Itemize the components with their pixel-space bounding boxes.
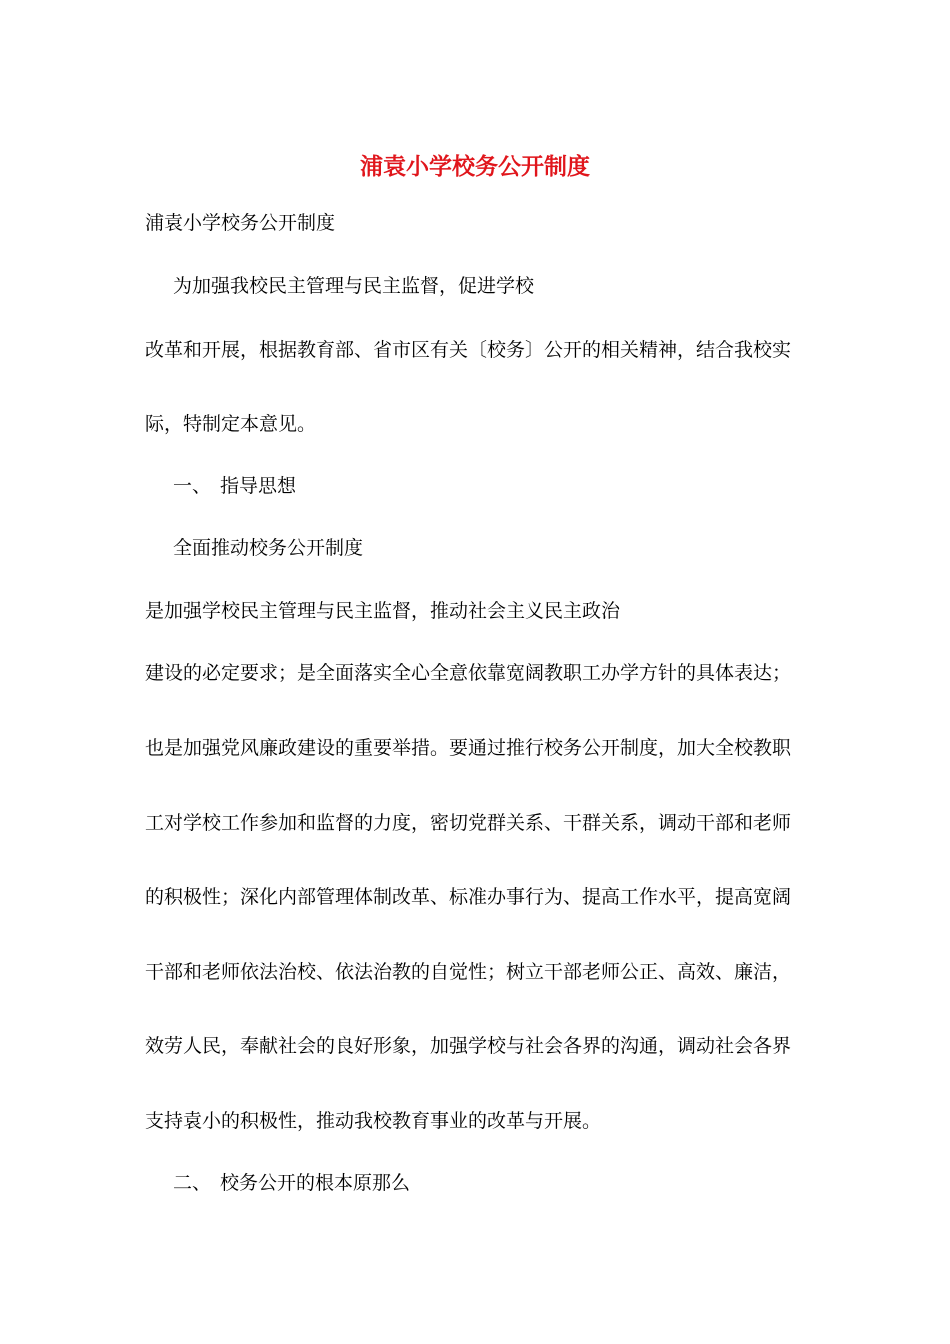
paragraph-line: 支持袁小的积极性，推动我校教育事业的改革与开展。 (145, 1110, 602, 1132)
paragraph-line: 的积极性；深化内部管理体制改革、标准办事行为、提高工作水平，提高宽阔 (145, 886, 792, 908)
section-heading-2 (173, 1170, 410, 1196)
paragraph-line: 工对学校工作参加和监督的力度，密切党群关系、干群关系，调动干部和老师 (145, 812, 792, 834)
section-heading-text: 校务公开的根本原那么 (220, 1172, 411, 1194)
section-heading-1 (173, 473, 296, 499)
paragraph-line: 干部和老师依法治校、依法治教的自觉性；树立干部老师公正、高效、廉洁， (145, 961, 792, 983)
paragraph-line: 是加强学校民主管理与民主监督，推动社会主义民主政治 (145, 600, 621, 622)
section-heading-number: 一、 (173, 475, 212, 497)
document-subtitle: 浦袁小学校务公开制度 (145, 212, 336, 234)
paragraph-line: 全面推动校务公开制度 (173, 537, 364, 559)
document-title: 浦袁小学校务公开制度 (360, 153, 590, 180)
section-heading-number: 二、 (173, 1172, 212, 1194)
paragraph-line: 建设的必定要求；是全面落实全心全意依靠宽阔教职工办学方针的具体表达； (145, 662, 792, 684)
section-heading-text: 指导思想 (220, 475, 297, 497)
paragraph-line: 也是加强党风廉政建设的重要举措。要通过推行校务公开制度，加大全校教职 (145, 737, 792, 759)
paragraph-line: 际，特制定本意见。 (145, 413, 317, 435)
paragraph-line: 为加强我校民主管理与民主监督，促进学校 (173, 275, 535, 297)
paragraph-line: 改革和开展，根据教育部、省市区有关〔校务〕公开的相关精神，结合我校实 (145, 339, 792, 361)
paragraph-line: 效劳人民，奉献社会的良好形象，加强学校与社会各界的沟通，调动社会各界 (145, 1035, 792, 1057)
